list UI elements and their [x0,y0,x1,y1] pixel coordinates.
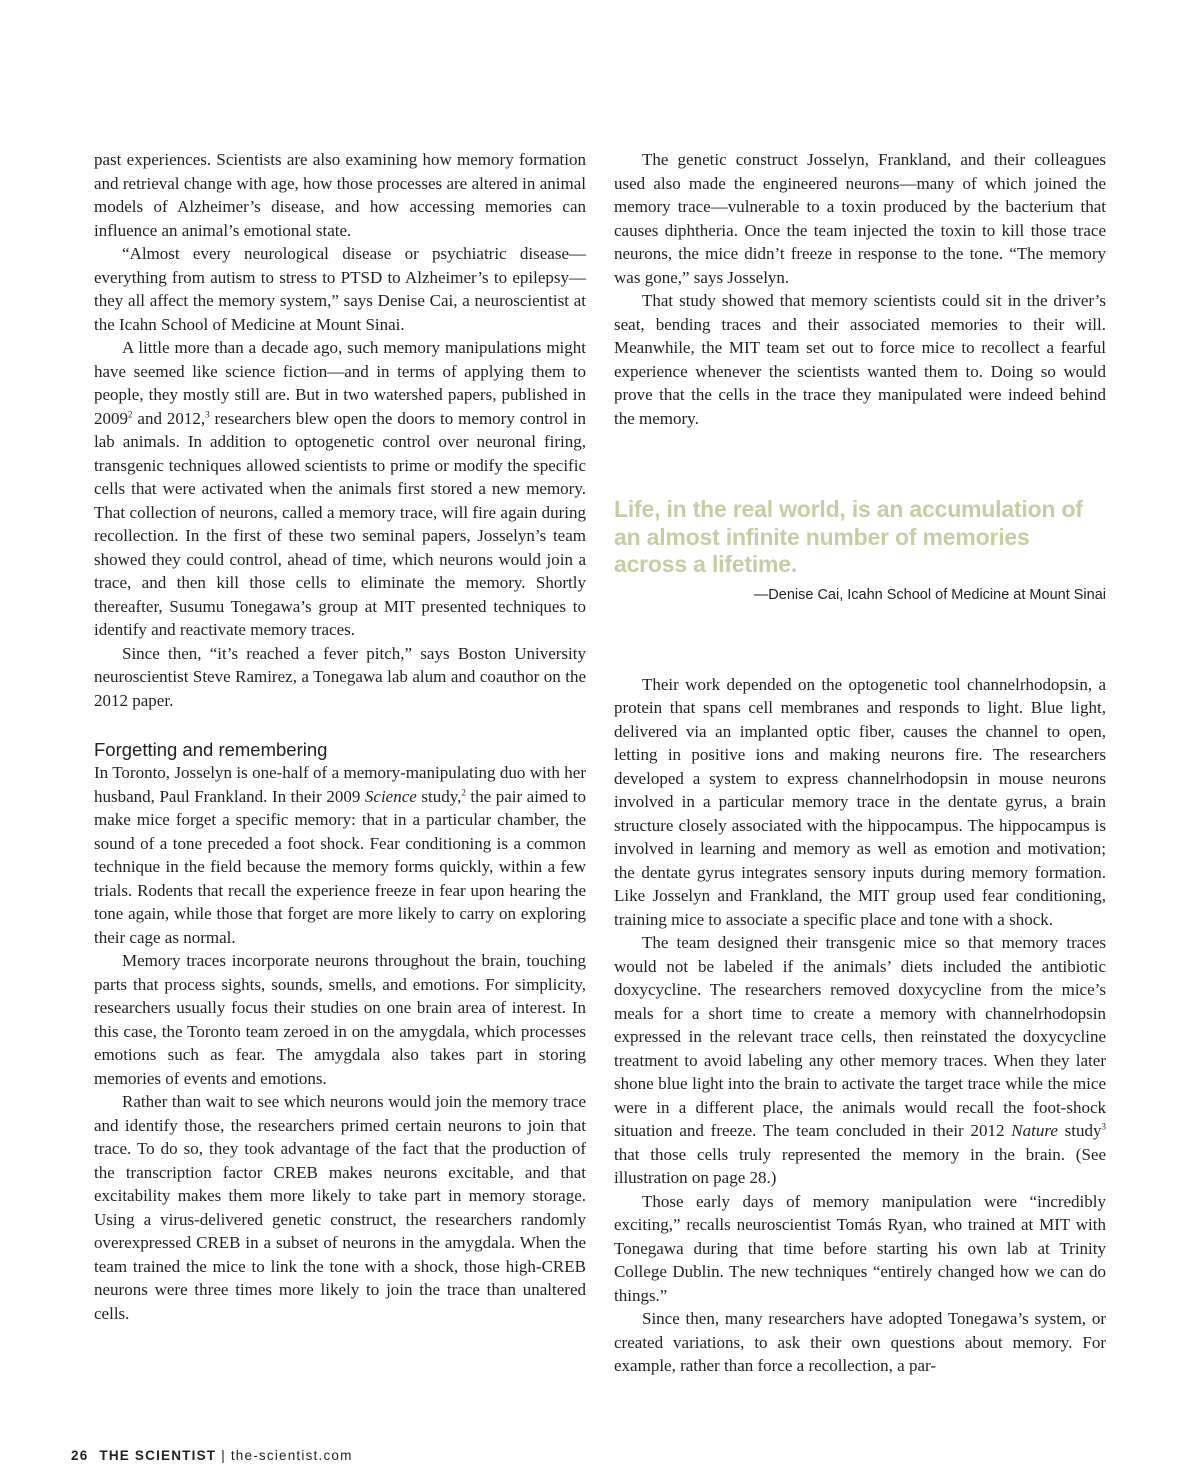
citation-superscript: 2 [461,786,466,797]
text-run: researchers blew open the doors to memory control in lab animals. In addition to optogenetic control over neuronal firing, transgenic techniques allowed scientists to prime or modify the specific cells that were activated when the animals first stored a new memory. That collection of neurons, called a memory trace, will fire again during recollection. In the first of these two seminal papers, Josselyn’s team showed they could control, ahead of time, which neurons would join a trace, and then kill those cells to eliminate the memory. Shortly thereafter, Susumu Tonegawa’s group at MIT presented techniques to identify and reactivate memory traces. [94,408,586,639]
citation-superscript: 3 [1101,1121,1106,1132]
paragraph [614,931,1106,1190]
text-run: The team designed their transgenic mice so that memory traces would not be labeled if the animals’ diets included the antibiotic doxycycline. The researchers removed doxycycline from the mice’s meals for a short time to create a memory with channelrhodopsin expressed in the relevant trace cells, then reinstated the doxycycline treatment to avoid labeling any other memory traces. When they later shone blue light into the brain to activate the target trace while the mice were in a different place, the animals would recall the foot-shock situation and freeze. The team concluded in their 2012 [614,933,1106,1140]
section-subheading: Forgetting and remembering [94,739,328,760]
text-run: that those cells truly represented the memory in the brain. (See illustration on page 28.) [614,1144,1106,1187]
pull-quote: Life, in the real world, is an accumulation of an almost infinite number of memories across a lifetime. [614,496,1083,577]
text-run: A little more than a decade ago, such memory manipulations might have seemed like science fiction—and in terms of applying them to people, they mostly still are. But in two watershed papers, published in 2009 [94,338,586,428]
page-footer [71,1448,353,1463]
citation-superscript: 2 [128,408,133,419]
paragraph [94,761,586,949]
post-quote-text [614,673,1106,1378]
pull-quote-attribution: —Denise Cai, Icahn School of Medicine at Mount Sinai [753,586,1106,603]
magazine-url: the-scientist.com [230,1448,353,1463]
paragraph [94,336,586,642]
paragraph: The genetic construct Josselyn, Frankland, and their colleagues used also made the engineered neurons—many of which joined the memory trace—vulnerable to a toxin produced by the bacterium that causes diphtheria. Once the team injected the toxin to kill those trace neurons, the mice didn’t freeze in response to the tone. “The memory was gone,” says Josselyn. [614,150,1106,287]
pull-quote-block [614,496,1106,605]
text-run: study, [416,786,462,806]
paragraph: Rather than wait to see which neurons would join the memory trace and identify those, the researchers primed certain neurons to join that trace. To do so, they took advantage of the fact that the production of the transcription factor CREB makes neurons excitable, and that excitability makes them more likely to take part in memory storage. Using a virus-delivered genetic construct, the researchers randomly overexpressed CREB in a subset of neurons in the amygdala. When the team trained the mice to link the tone with a shock, those high-CREB neurons were three times more likely to join the trace than unaltered cells. [94,1092,586,1323]
text-run: and 2012, [132,408,206,428]
journal-title: Nature [1011,1121,1058,1140]
footer-separator: | [221,1448,226,1463]
journal-title: Science [364,786,417,806]
paragraph: “Almost every neurological disease or psychiatric disease—everything from autism to stress to PTSD to Alzheimer’s to epilepsy—they all affect the memory system,” says Denise Cai, a neuroscientist at the Icahn School of Medicine at Mount Sinai. [94,244,586,334]
paragraph: Those early days of memory manipulation were “incredibly exciting,” recalls neuroscientist Tomás Ryan, who trained at MIT with Tonegawa during that time before starting his own lab at Trinity College Dublin. The new techniques “entirely changed how we can do things.” [614,1191,1106,1305]
paragraph: Since then, “it’s reached a fever pitch,” says Boston University neuroscientist Steve Ramirez, a Tonegawa lab alum and coauthor on the 2012 paper. [94,643,586,710]
left-column [94,148,586,1325]
text-run: the pair aimed to make mice forget a specific memory: that in a particular chamber, the sound of a tone preceded a foot shock. Fear conditioning is a common technique in the field because the memory forms quickly, within a few trials. Rodents that recall the experience freeze in fear upon hearing the tone again, while those that forget are more likely to carry on exploring their cage as normal. [94,786,586,947]
paragraph: Their work depended on the optogenetic tool channelrhodopsin, a protein that spans cell membranes and responds to light. Blue light, delivered via an implanted optic fiber, causes the channel to open, letting in positive ions and making neurons fire. The researchers developed a system to express channelrhodopsin in mouse neurons involved in a particular memory trace in the dentate gyrus, a brain structure closely associated with the hippocampus. The hippocampus is involved in learning and memory as well as emotion and motivation; the dentate gyrus integrates sensory inputs during memory formation. Like Josselyn and Frankland, the MIT group used fear conditioning, training mice to associate a specific place and tone with a shock. [614,674,1106,929]
paragraph: That study showed that memory scientists could sit in the driver’s seat, bending traces and their associated memories to their will. Meanwhile, the MIT team set out to force mice to recollect a fearful experience whenever the scientists wanted them to. Doing so would prove that the cells in the trace they manipulated were indeed behind the memory. [614,291,1106,428]
page-number: 26 [71,1448,89,1463]
paragraph: past experiences. Scientists are also examining how memory formation and retrieval change with age, how those processes are altered in animal models of Alzheimer’s disease, and how accessing memories can influence an animal’s emotional state. [94,150,586,240]
paragraph: Memory traces incorporate neurons throughout the brain, touching parts that process sights, sounds, smells, and emotions. For simplicity, researchers usually focus their studies on one brain area of interest. In this case, the Toronto team zeroed in on the amygdala, which processes emotions such as fear. The amygdala also takes part in storing memories of events and emotions. [94,951,586,1088]
text-run: In Toronto, Josselyn is one-half of a memory-manipulating duo with her husband, Paul Frankland. In their 2009 [94,763,586,806]
paragraph: Since then, many researchers have adopted Tonegawa’s system, or created variations, to ask their own questions about memory. For example, rather than force a recollection, a par- [614,1309,1106,1375]
text-run: study [1057,1121,1102,1140]
magazine-name: THE SCIENTIST [99,1448,217,1463]
citation-superscript: 3 [205,408,210,419]
right-column [614,148,1106,1378]
